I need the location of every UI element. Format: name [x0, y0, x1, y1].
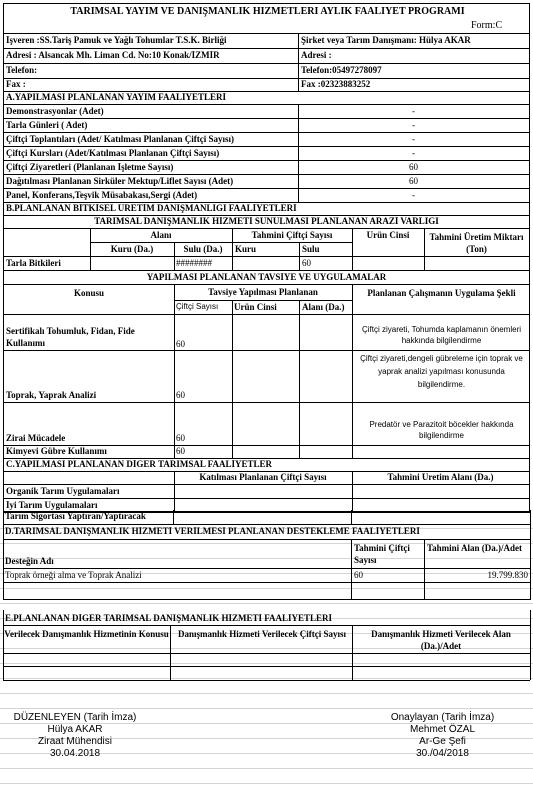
- support-area: 19.799.830: [487, 571, 528, 580]
- section-a-row-value: -: [412, 135, 415, 144]
- header-area: Alanı: [150, 231, 172, 240]
- section-a-row-value: 60: [409, 163, 418, 172]
- employer-fax: Fax :: [6, 80, 26, 89]
- support-farmers: 60: [354, 571, 363, 580]
- section-a-row-value: -: [412, 107, 415, 116]
- section-c-title: C.YAPILMASI PLANLANAN DİĞER TARIMSAL FAALİYETLER: [6, 460, 272, 469]
- preparer-role: DÜZENLEYEN (Tarih İmza): [13, 712, 137, 723]
- consultant-address: Adresi :: [301, 51, 332, 60]
- advice-method: Predatör ve Parazitoit böcekler hakkında bilgilendirme: [369, 420, 514, 440]
- section-c-header-area: Tahmini Üretim Alanı (Da.): [387, 473, 494, 482]
- section-a-row-label: Çiftçi Kursları (Adet/Katılması Planlanan Çiftçi Sayısı): [6, 149, 220, 158]
- section-d-header-area: Tahmini Alan (Da.)/Adet: [427, 543, 522, 553]
- header-planned: Tavsiye Yapılması Planlanan: [208, 288, 318, 297]
- preparer-signature: [0, 712, 150, 760]
- advice-count: 60: [176, 391, 185, 400]
- advice-subject: Toprak, Yaprak Analizi: [6, 391, 97, 400]
- advice-method: Çiftçi ziyareti, Tohumda kaplamanın önemleri hakkında bilgilendirme: [361, 325, 522, 345]
- section-e-title: E.PLANLANAN DİĞER TARIMSAL DANIŞMANLIK HİZMETİ FAALİYETLERİ: [5, 614, 333, 623]
- activity-program-form: [3, 3, 530, 513]
- approver-date: 30./04/2018: [416, 748, 469, 759]
- employer-phone: Telefon:: [6, 66, 38, 75]
- advice-method: Çiftçi ziyareti,dengeli gübreleme için toprak ve yaprak analizi yapılması konusunda bilgilendirme.: [360, 354, 523, 389]
- section-a-row-label: Tarla Günleri ( Adet): [6, 121, 88, 130]
- header-irrigated: Sulu (Da.): [183, 245, 223, 254]
- field-crops-farmers: 60: [302, 259, 311, 268]
- header-subject: Konusu: [73, 289, 105, 298]
- field-crops-label: Tarla Bitkileri: [6, 259, 61, 268]
- section-a-row-label: Dağıtılması Planlanan Sirküler Mektup/Liflet Sayısı (Adet): [6, 177, 234, 186]
- section-d-header-support: Desteğin Adı: [5, 557, 54, 566]
- section-c-row: İyi Tarım Uygulamaları: [6, 501, 98, 510]
- header-dry: Kuru (Da.): [110, 245, 154, 254]
- header-crop: Ürün Cinsi: [366, 231, 410, 240]
- preparer-date: 30.04.2018: [49, 748, 101, 759]
- header-method: Planlanan Çalışmanın Uygulama Şekli: [367, 288, 516, 298]
- advice-subject: Zirai Mücadele: [6, 434, 66, 443]
- section-d-header-farmers: Tahmini Çiftçi Sayısı: [354, 543, 410, 566]
- header-farmers: Tahmini Çiftçi Sayısı: [251, 231, 333, 240]
- section-c-row: Organik Tarım Uygulamaları: [6, 487, 120, 496]
- section-a-row-label: Panel, Konferans,Teşvik Müsabakası,Sergi (Adet): [6, 191, 198, 200]
- approver-title: Ar-Ge Şefi: [419, 736, 466, 747]
- employer-address: Adresi : Alsancak Mh. Liman Cd. No:10 Konak/İZMİR: [6, 51, 220, 60]
- section-b-title: B.PLANLANAN BİTKİSEL ÜRETİM DANIŞMANLIĞI FAALİYETLERİ: [6, 204, 297, 213]
- section-c-row: Tarım Sigortası Yaptıran/Yaptıracak: [5, 512, 146, 521]
- approver-signature: [370, 712, 515, 760]
- advice-subject: Kimyevi Gübre Kullanımı: [6, 447, 107, 456]
- employer-label: İşveren :SS.Tariş Pamuk ve Yağlı Tohumlar T.S.K. Birliği: [6, 36, 227, 45]
- section-c-header-farmers: Katılması Planlanan Çiftçi Sayısı: [199, 473, 327, 482]
- land-title: TARIMSAL DANIŞMANLIK HİZMETİ SUNULMASI PLANLANAN ARAZİ VARLIĞI: [94, 217, 439, 226]
- field-crops-irrigated: ########: [176, 259, 212, 268]
- preparer-name: Hülya AKAR: [47, 724, 103, 735]
- form-code: Form:C: [471, 21, 503, 31]
- advice-count: 60: [176, 447, 185, 456]
- header-crop-type: Ürün Cinsi: [234, 303, 277, 312]
- approver-name: Mehmet ÖZAL: [409, 724, 476, 735]
- section-a-row-label: Demonstrasyonlar (Adet): [6, 107, 104, 116]
- advice-count: 60: [176, 340, 185, 349]
- consultant-fax: Fax :02323883252: [301, 80, 371, 89]
- header-farmer-count: Çiftçi Sayısı: [176, 303, 219, 311]
- advice-subject: Sertifikalı Tohumluk, Fidan, Fide Kullanımı: [6, 326, 135, 349]
- section-e-header-farmers: Danışmanlık Hizmeti Verilecek Çiftçi Sayısı: [178, 629, 346, 639]
- section-a-title: A.YAPILMASI PLANLANAN YAYIM FAALİYETLERİ: [6, 93, 227, 102]
- section-a-row-value: -: [412, 121, 415, 130]
- header-area-da: Alanı (Da.): [302, 303, 345, 312]
- advice-count: 60: [176, 434, 185, 443]
- support-name: Toprak örneği alma ve Toprak Analizi: [5, 571, 142, 580]
- approver-role: Onaylayan (Tarih İmza): [390, 712, 495, 723]
- header-irrigated-farmers: Sulu: [302, 245, 320, 254]
- advice-title: YAPILMASI PLANLANAN TAVSİYE VE UYGULAMALAR: [146, 273, 387, 282]
- section-a-row-label: Çiftçi Ziyaretleri (Planlanan İşletme Sayısı): [6, 163, 174, 172]
- section-a-row-value: 60: [409, 177, 418, 186]
- section-e-header-area: Danışmanlık Hizmeti Verilecek Alan (Da.)/Adet: [371, 629, 511, 652]
- section-a-row-value: -: [412, 191, 415, 200]
- consultant-label: Şirket veya Tarım Danışmanı: Hülya AKAR: [301, 36, 471, 45]
- header-yield: Tahmini Üretim Miktarı (Ton): [429, 232, 524, 255]
- section-a-row-value: -: [412, 149, 415, 158]
- header-dry-farmers: Kuru: [235, 245, 257, 254]
- section-d-title: D.TARIMSAL DANIŞMANLIK HİZMETİ VERİLMESİ PLANLANAN DESTEKLEME FAALİYETLERİ: [5, 527, 420, 536]
- section-a-row-label: Çiftçi Toplantıları (Adet/ Katılması Planlanan Çiftçi Sayısı): [6, 135, 235, 144]
- form-title: TARIMSAL YAYIM VE DANIŞMANLIK HİZMETLERİ AYLIK FAALİYET PROGRAMI: [70, 7, 465, 17]
- consultant-phone: Telefon:05497278097: [301, 66, 382, 75]
- preparer-title: Ziraat Mühendisi: [38, 736, 112, 747]
- section-e-header-subject: Verilecek Danışmanlık Hizmetinin Konusu: [4, 629, 169, 639]
